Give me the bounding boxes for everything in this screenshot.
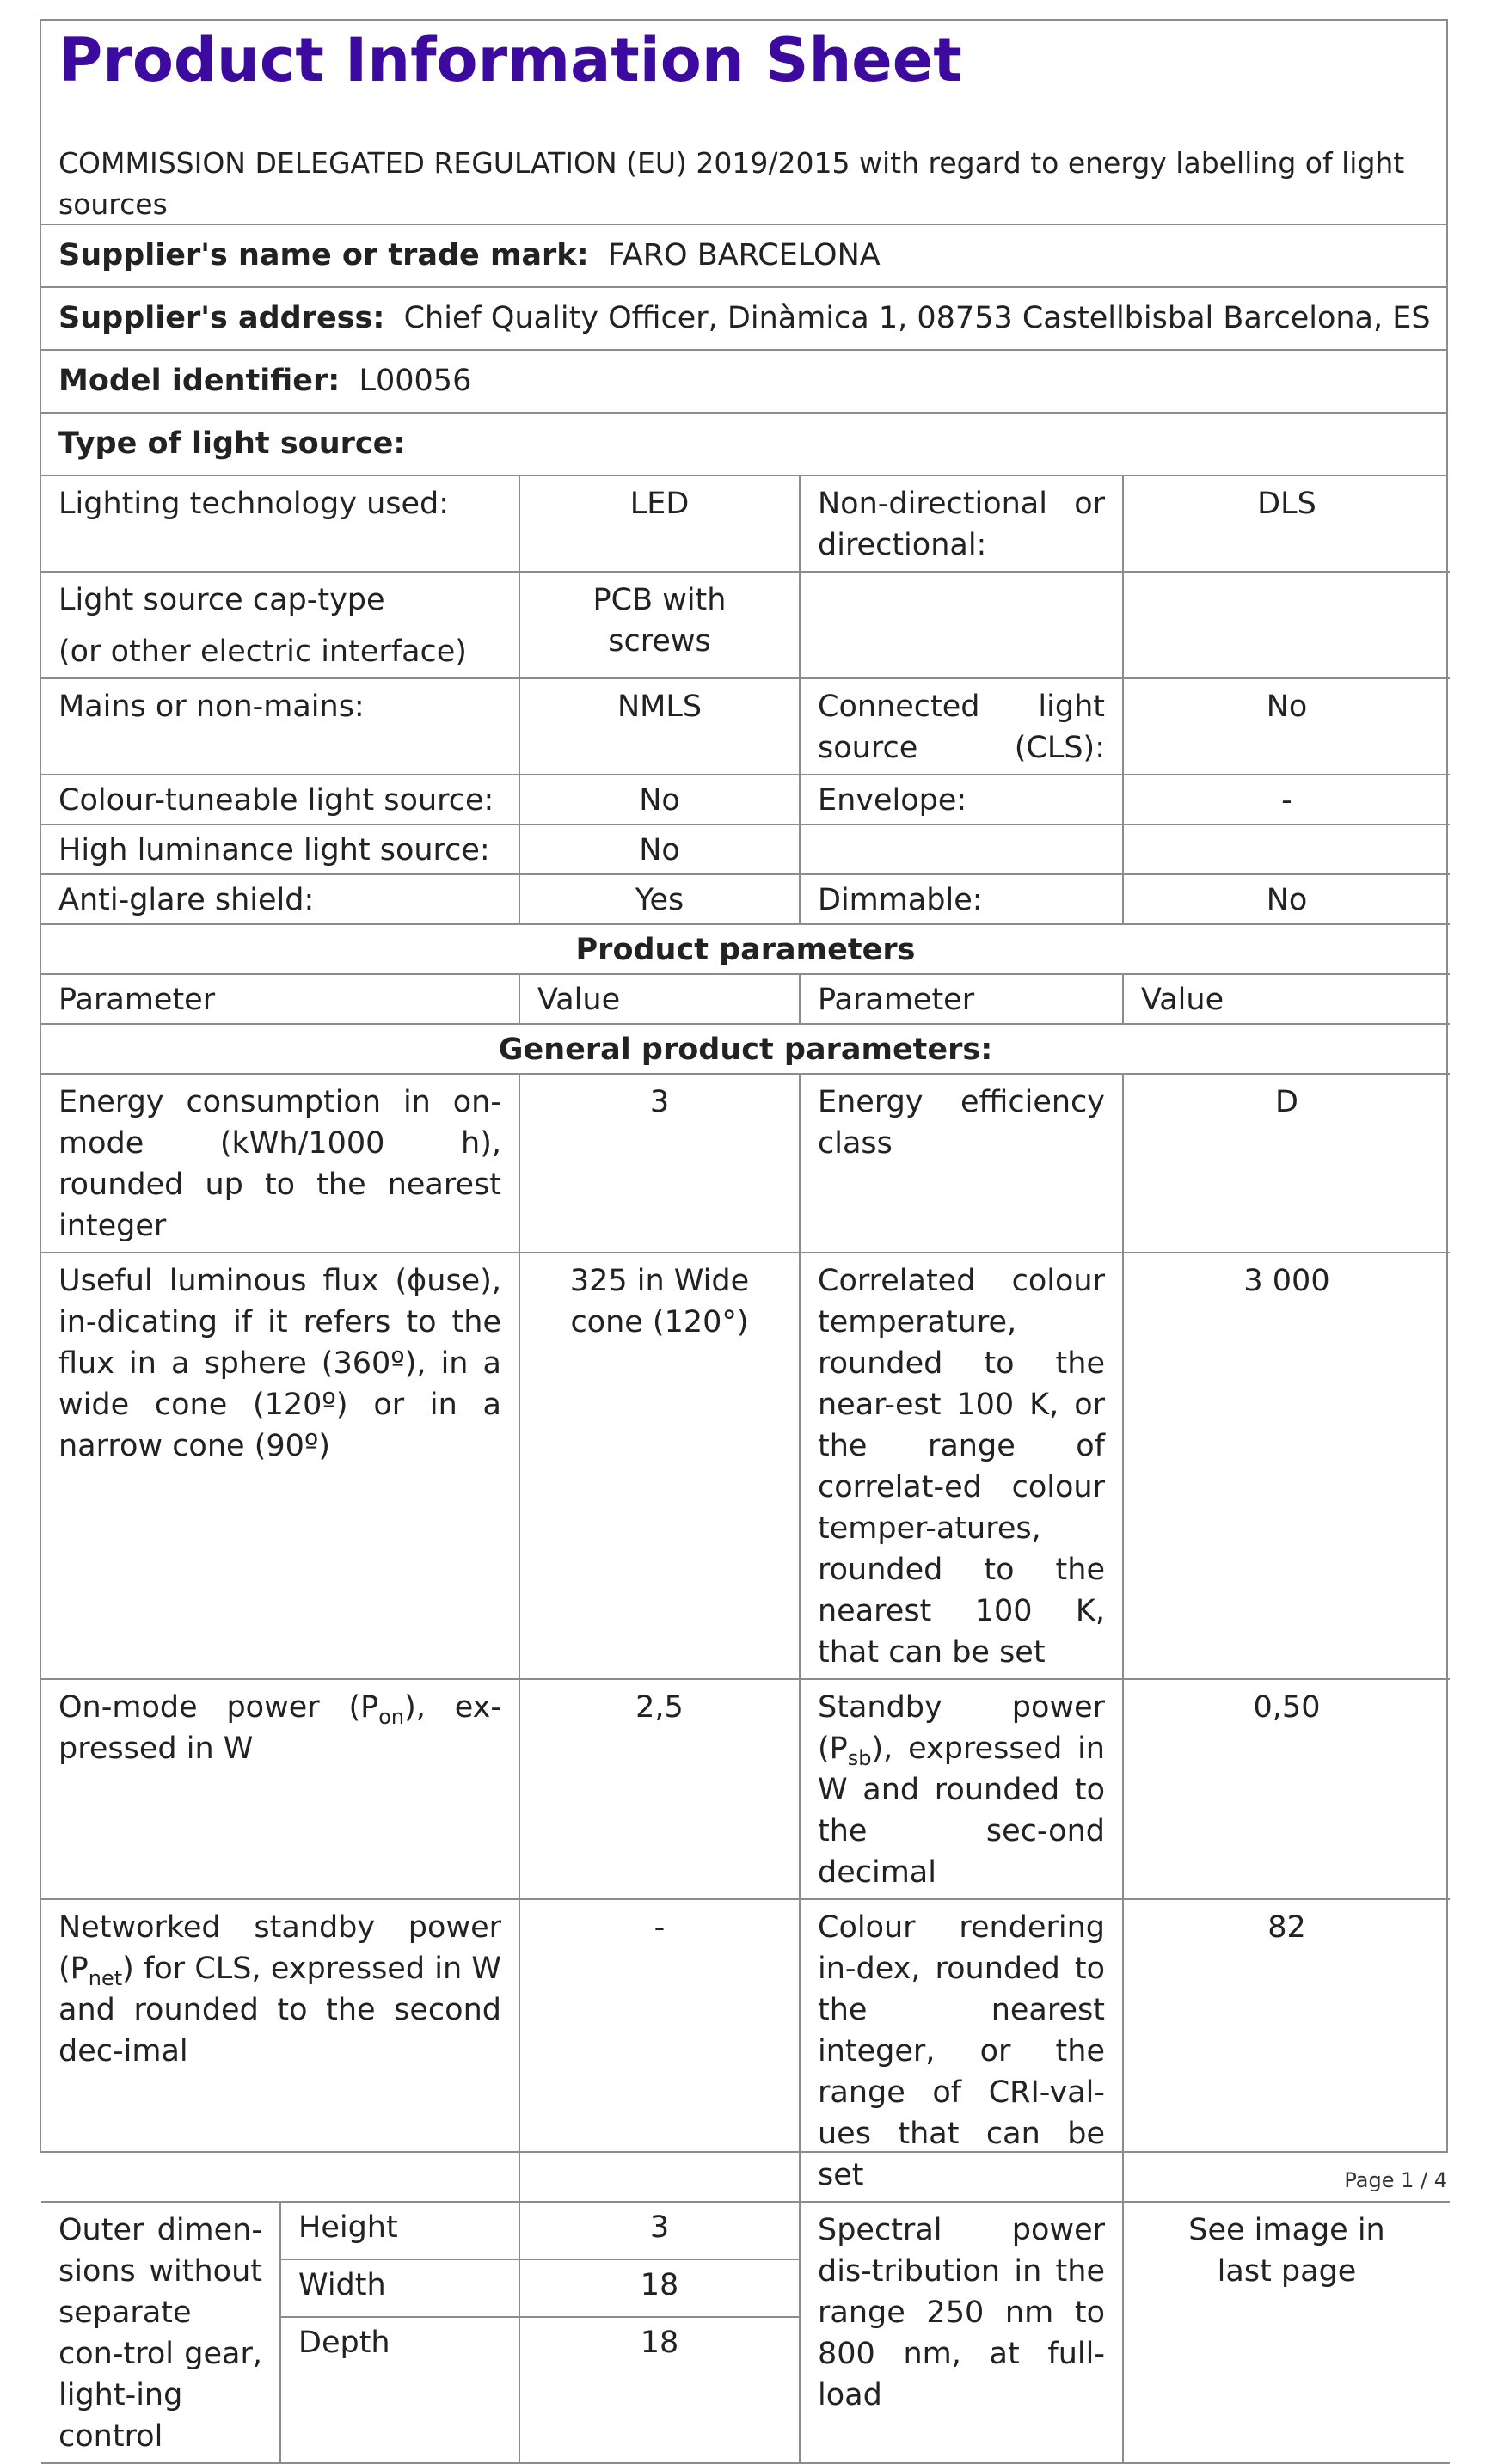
type-label2 xyxy=(800,572,1123,678)
networked-standby-label-pre: Networked standby power (P xyxy=(58,1910,501,1986)
networked-standby-label-post: ) for CLS, expressed in W and rounded to the second dec-imal xyxy=(58,1952,501,2069)
general-parameters-heading: General product parameters: xyxy=(41,1024,1450,1074)
standby-power-label-sub: sb xyxy=(847,1746,872,1770)
supplier-address-row xyxy=(41,288,1446,351)
dimension-name: Depth xyxy=(280,2317,519,2463)
type-label2: Connected light source (CLS): xyxy=(800,678,1123,775)
networked-standby-label-sub: net xyxy=(88,1966,123,1990)
on-mode-power-label-sub: on xyxy=(378,1705,405,1729)
parameter-value: 325 in Wide cone (120°) xyxy=(519,1253,800,1679)
supplier-name-value: FARO BARCELONA xyxy=(607,238,881,273)
parameter-label2: Correlated colour temperature, rounded to the near-est 100 K, or the range of correlat-ed colour temper-atures, rounded to the nearest 100 K, that can be set xyxy=(800,1253,1123,1679)
supplier-address-label: Supplier's address: xyxy=(58,301,385,335)
parameter-row xyxy=(41,1074,1450,1253)
parameter-value2: 0,50 xyxy=(1123,1679,1450,1899)
type-heading: Type of light source: xyxy=(58,426,406,461)
parameter-row xyxy=(41,1253,1450,1679)
type-label: Lighting technology used: xyxy=(41,476,519,572)
standby-power-label-pre: Standby power (P xyxy=(818,1690,1105,1766)
type-value: Yes xyxy=(519,874,800,924)
page-title: Product Information Sheet xyxy=(58,25,962,95)
model-identifier-label: Model identifier: xyxy=(58,364,341,398)
type-label: Colour-tuneable light source: xyxy=(41,775,519,824)
column-header-value: Value xyxy=(519,974,800,1024)
parameter-label2 xyxy=(800,1679,1123,1899)
product-parameters-heading: Product parameters xyxy=(41,924,1450,974)
type-row xyxy=(41,824,1450,874)
parameter-value: 3 xyxy=(519,1074,800,1253)
type-value: No xyxy=(519,824,800,874)
dimension-value: 3 xyxy=(519,2202,800,2259)
section-heading-row xyxy=(41,1024,1450,1074)
parameter-value: - xyxy=(519,1899,800,2202)
on-mode-power-label-post: ), ex-pressed in W xyxy=(58,1690,501,1766)
standby-power-label-post: ), expressed in W and rounded to the sec-ond decimal xyxy=(818,1732,1105,1890)
type-value2: - xyxy=(1123,775,1450,824)
type-label: Anti-glare shield: xyxy=(41,874,519,924)
spectral-distribution-value: See image in last page xyxy=(1123,2202,1450,2463)
on-mode-power-label-pre: On-mode power (P xyxy=(58,1690,379,1725)
column-header-row xyxy=(41,974,1450,1024)
type-row xyxy=(41,678,1450,775)
type-label2 xyxy=(800,824,1123,874)
type-heading-row xyxy=(41,414,1446,476)
column-header-value: Value xyxy=(1123,974,1450,1024)
type-label xyxy=(41,572,519,678)
type-value2: No xyxy=(1123,874,1450,924)
spectral-distribution-label: Spectral power dis-tribution in the range 250 nm to 800 nm, at full-load xyxy=(800,2202,1123,2463)
parameters-table xyxy=(41,476,1450,2464)
supplier-name-label: Supplier's name or trade mark: xyxy=(58,238,589,273)
page-number: Page 1 / 4 xyxy=(1344,2168,1447,2192)
cap-type-label-line1: Light source cap-type xyxy=(58,583,385,617)
type-row xyxy=(41,775,1450,824)
dimensions-label: Outer dimen-sions without separate con-trol gear, light-ing control xyxy=(41,2202,280,2463)
type-value: No xyxy=(519,775,800,824)
type-label2: Dimmable: xyxy=(800,874,1123,924)
parameter-value2: D xyxy=(1123,1074,1450,1253)
type-value2 xyxy=(1123,824,1450,874)
parameter-row xyxy=(41,1899,1450,2202)
model-identifier-row xyxy=(41,351,1446,414)
parameter-value: 2,5 xyxy=(519,1679,800,1899)
parameter-label xyxy=(41,1679,519,1899)
type-row xyxy=(41,874,1450,924)
section-heading-row xyxy=(41,924,1450,974)
type-label: Mains or non-mains: xyxy=(41,678,519,775)
type-label: High luminance light source: xyxy=(41,824,519,874)
supplier-address-value: Chief Quality Officer, Dinàmica 1, 08753 Castellbisbal Barcelona, ES xyxy=(403,301,1431,335)
parameter-value2: 3 000 xyxy=(1123,1253,1450,1679)
cap-type-label-line2: (or other electric interface) xyxy=(58,634,467,669)
type-row xyxy=(41,572,1450,678)
type-value: LED xyxy=(519,476,800,572)
model-identifier-value: L00056 xyxy=(359,364,472,398)
type-value2 xyxy=(1123,572,1450,678)
dimension-value: 18 xyxy=(519,2317,800,2463)
parameter-label xyxy=(41,1899,519,2202)
column-header-parameter: Parameter xyxy=(800,974,1123,1024)
column-header-parameter: Parameter xyxy=(41,974,519,1024)
parameter-value2: 82 xyxy=(1123,1899,1450,2202)
dimension-row xyxy=(41,2202,1450,2259)
supplier-name-row xyxy=(41,225,1446,288)
type-label2: Envelope: xyxy=(800,775,1123,824)
type-value2: DLS xyxy=(1123,476,1450,572)
parameter-label: Useful luminous flux (ϕuse), in-dicating if it refers to the flux in a sphere (360º), in a wide cone (120º) or in a narrow cone (90º) xyxy=(41,1253,519,1679)
type-row xyxy=(41,476,1450,572)
type-value: NMLS xyxy=(519,678,800,775)
dimension-name: Width xyxy=(280,2259,519,2317)
dimension-name: Height xyxy=(280,2202,519,2259)
dimension-value: 18 xyxy=(519,2259,800,2317)
parameter-row xyxy=(41,1679,1450,1899)
regulation-subtitle: COMMISSION DELEGATED REGULATION (EU) 2019/2015 with regard to energy labelling of light sources xyxy=(41,124,1446,225)
parameter-label2: Colour rendering in-dex, rounded to the nearest integer, or the range of CRI-val-ues that can be set xyxy=(800,1899,1123,2202)
type-value2: No xyxy=(1123,678,1450,775)
type-value: PCB with screws xyxy=(519,572,800,678)
parameter-label: Energy consumption in on-mode (kWh/1000 h), rounded up to the nearest integer xyxy=(41,1074,519,1253)
type-label2: Non-directional or directional: xyxy=(800,476,1123,572)
parameter-label2: Energy efficiency class xyxy=(800,1074,1123,1253)
